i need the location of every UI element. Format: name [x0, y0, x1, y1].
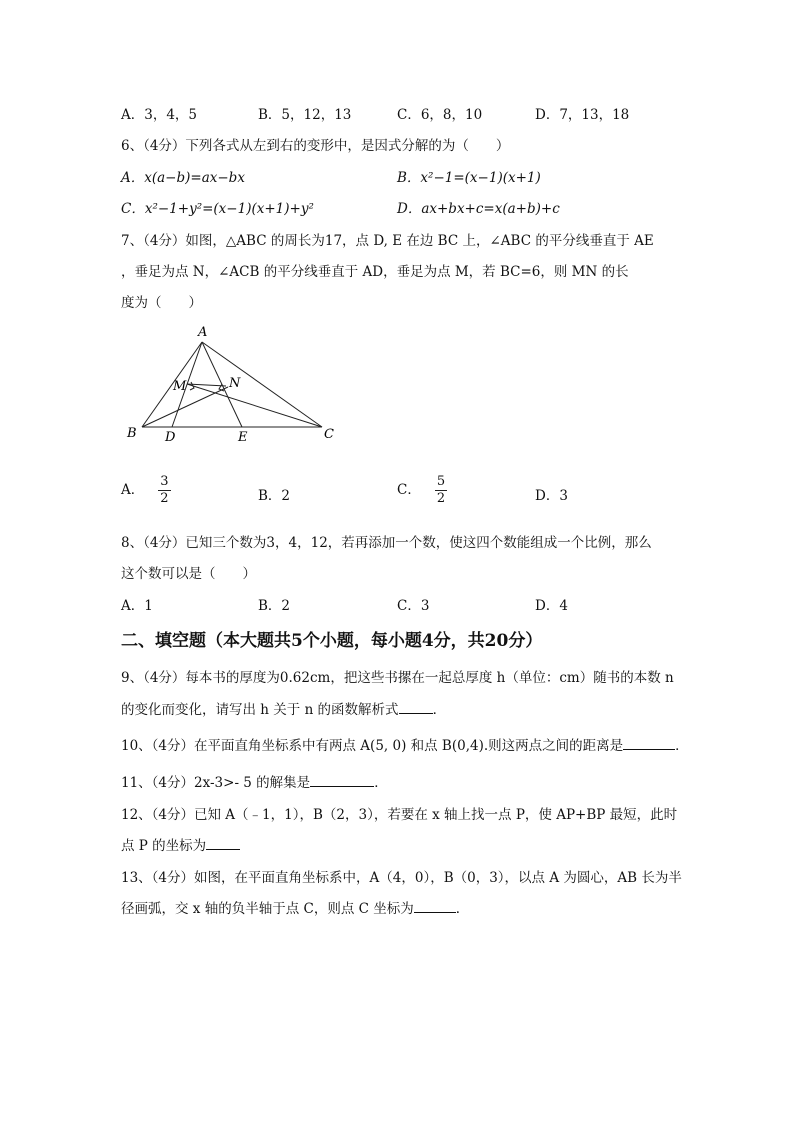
q5-option-c: C．6，8，10	[397, 107, 483, 123]
q8-option-c: C．3	[397, 598, 430, 614]
q6-option-d: D．ax+bx+c=x(a+b)+c	[397, 201, 560, 217]
side-ac	[202, 342, 322, 427]
q8-option-d: D．4	[535, 598, 568, 614]
q7-option-c-numerator: 5	[436, 474, 446, 489]
q7-option-a	[121, 474, 171, 507]
q7-line1: 7、（4分）如图，△ABC 的周长为17，点 D, E 在边 BC 上，∠ABC 的平分线垂直于 AE	[121, 233, 654, 249]
triangle-figure	[120, 322, 340, 447]
label-c: C	[324, 427, 334, 442]
q10-text: 10、（4分）在平面直角坐标系中有两点 A(5, 0) 和点 B(0,4).则这两点之间的距离是	[121, 738, 624, 754]
q12-line2-text: 点 P 的坐标为	[121, 838, 207, 854]
q6-stem: 6、（4分）下列各式从左到右的变形中，是因式分解的为（ ）	[121, 138, 510, 154]
q6-option-a: A．x(a−b)=ax−bx	[121, 170, 245, 186]
q7-line3: 度为（ ）	[121, 295, 202, 311]
q7-line2: ，垂足为点 N，∠ACB 的平分线垂直于 AD，垂足为点 M，若 BC=6，则 MN 的长	[121, 264, 629, 280]
q13-line2-text: 径画弧，交 x 轴的负半轴于点 C，则点 C 坐标为	[121, 901, 414, 917]
q9-line2-text: 的变化而变化，请写出 h 关于 n 的函数解析式	[121, 702, 399, 718]
q9-answer-blank[interactable]	[399, 701, 433, 714]
label-b: B	[127, 426, 137, 441]
q7-option-a-denominator: 2	[160, 491, 169, 506]
q11-line	[121, 771, 388, 791]
label-n: N	[229, 376, 241, 391]
q8-line2: 这个数可以是（ ）	[121, 566, 256, 582]
q13-line2	[121, 897, 469, 917]
q7-option-c-fraction	[435, 474, 447, 507]
q10-end: ．	[675, 738, 689, 754]
q11-end: ．	[374, 775, 388, 791]
q13-line1: 13、（4分）如图，在平面直角坐标系中，A（4，0），B（0，3），以点 A 为圆心，AB 长为半	[121, 870, 682, 886]
q12-answer-blank[interactable]	[206, 837, 240, 850]
q8-line1: 8、（4分）已知三个数为3，4，12，若再添加一个数，使这四个数能组成一个比例，那么	[121, 535, 652, 551]
q6-option-c: C．x²−1+y²=(x−1)(x+1)+y²	[121, 201, 314, 217]
q13-end: ．	[455, 901, 470, 917]
q7-option-c-denominator: 2	[436, 491, 446, 506]
label-d: D	[165, 430, 176, 445]
section-heading: 二、填空题（本大题共5个小题，每小题4分，共20分）	[121, 631, 543, 651]
label-e: E	[238, 430, 248, 445]
q9-line2	[121, 698, 446, 718]
q10-answer-blank[interactable]	[623, 737, 675, 750]
q11-answer-blank[interactable]	[310, 774, 374, 787]
q7-option-a-prefix: A．	[121, 482, 145, 498]
q7-option-b: B．2	[258, 488, 291, 504]
label-a: A	[198, 325, 208, 340]
q9-line1: 9、（4分）每本书的厚度为0.62cm，把这些书摞在一起总厚度 h（单位：cm）随书的本数 n	[121, 670, 674, 686]
q12-line1: 12、（4分）已知 A（﹣1，1），B（2，3），若要在 x 轴上找一点 P，使 AP+BP 最短，此时	[121, 807, 678, 823]
q7-option-a-numerator: 3	[160, 474, 169, 489]
q5-option-a: A．3，4，5	[121, 107, 198, 123]
bisector-cm	[187, 384, 322, 427]
q6-option-b: B．x²−1=(x−1)(x+1)	[397, 170, 541, 186]
q7-option-a-fraction	[158, 474, 170, 507]
q7-option-c-prefix: C．	[397, 482, 421, 498]
q8-option-a: A．1	[121, 598, 153, 614]
q9-end: ．	[432, 702, 447, 718]
q7-option-d: D．3	[535, 488, 568, 504]
q12-line2	[121, 834, 240, 854]
q5-option-b: B．5，12，13	[258, 107, 352, 123]
q7-option-c	[397, 474, 447, 507]
q10-line	[121, 734, 689, 754]
q11-text: 11、（4分）2x-3>- 5 的解集是	[121, 775, 311, 791]
q5-option-d: D．7，13，18	[535, 107, 630, 123]
q13-answer-blank[interactable]	[414, 900, 456, 913]
label-m: M	[173, 379, 187, 394]
q8-option-b: B．2	[258, 598, 291, 614]
